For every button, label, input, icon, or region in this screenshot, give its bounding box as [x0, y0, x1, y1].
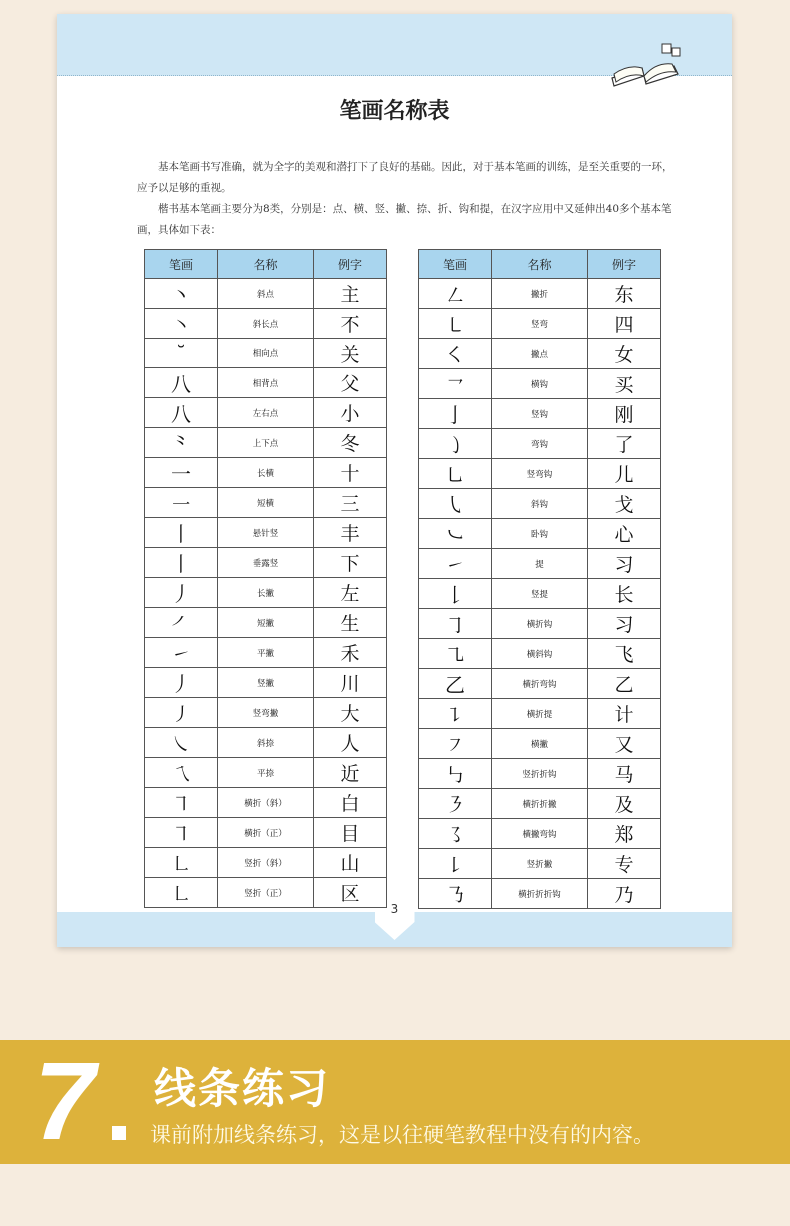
table-row	[419, 849, 661, 879]
name-cell: 短撇	[218, 608, 314, 638]
table-row	[145, 758, 387, 788]
stroke-cell: ㇗	[145, 848, 218, 878]
name-cell: 长撇	[218, 578, 314, 608]
table-row	[419, 399, 661, 429]
name-cell: 横斜钩	[492, 639, 588, 669]
example-char-cell: 乙	[588, 669, 661, 699]
section-dot	[112, 1126, 126, 1140]
name-cell: 长横	[218, 458, 314, 488]
stroke-cell: ㇔	[145, 309, 218, 339]
table-row	[145, 339, 387, 368]
table-row	[145, 818, 387, 848]
column-header-name: 名称	[218, 250, 314, 279]
column-header-stroke: 笔画	[419, 250, 492, 279]
example-char-cell: 买	[588, 369, 661, 399]
stroke-cell: 八	[145, 398, 218, 428]
table-row	[419, 759, 661, 789]
table-row	[419, 819, 661, 849]
example-char-cell: 大	[314, 698, 387, 728]
stroke-cell: ㇌	[419, 819, 492, 849]
table-row	[145, 698, 387, 728]
example-char-cell: 了	[588, 429, 661, 459]
table-row	[419, 639, 661, 669]
name-cell: 斜捺	[218, 728, 314, 758]
stroke-cell: ㇃	[419, 519, 492, 549]
section-banner	[0, 1040, 790, 1164]
example-char-cell: 主	[314, 279, 387, 309]
stroke-cell: ㇆	[419, 609, 492, 639]
table-row	[419, 609, 661, 639]
name-cell: 上下点	[218, 428, 314, 458]
example-char-cell: 及	[588, 789, 661, 819]
name-cell: 竖弯撇	[218, 698, 314, 728]
name-cell: 横折弯钩	[492, 669, 588, 699]
table-row	[145, 728, 387, 758]
stroke-cell: 八	[145, 368, 218, 398]
name-cell: 横折（斜）	[218, 788, 314, 818]
name-cell: 悬针竖	[218, 518, 314, 548]
table-row	[145, 638, 387, 668]
section-subtitle: 课前附加线条练习，这是以往硬笔教程中没有的内容。	[150, 1123, 654, 1147]
stroke-cell: ㇟	[419, 459, 492, 489]
stroke-cell: 丿	[145, 668, 218, 698]
name-cell: 横折折折钩	[492, 879, 588, 909]
table-row	[145, 428, 387, 458]
example-char-cell: 习	[588, 609, 661, 639]
example-char-cell: 川	[314, 668, 387, 698]
name-cell: 横钩	[492, 369, 588, 399]
stroke-cell: 一	[145, 458, 218, 488]
table-row	[419, 579, 661, 609]
name-cell: 竖折撇	[492, 849, 588, 879]
page-title: 笔画名称表	[339, 99, 450, 124]
stroke-cell: ㇕	[145, 788, 218, 818]
example-char-cell: 父	[314, 368, 387, 398]
stroke-cell: 乙	[419, 669, 492, 699]
table-row	[145, 608, 387, 638]
column-header-example: 例字	[314, 250, 387, 279]
example-char-cell: 下	[314, 548, 387, 578]
example-char-cell: 飞	[588, 639, 661, 669]
table-row	[419, 489, 661, 519]
stroke-cell: ㇜	[419, 279, 492, 309]
stroke-cell: ㇐	[145, 488, 218, 518]
column-header-name: 名称	[492, 250, 588, 279]
table-row	[419, 789, 661, 819]
name-cell: 提	[492, 549, 588, 579]
example-char-cell: 左	[314, 578, 387, 608]
example-char-cell: 戈	[588, 489, 661, 519]
column-header-example: 例字	[588, 250, 661, 279]
stroke-cell: ㇈	[419, 639, 492, 669]
example-char-cell: 山	[314, 848, 387, 878]
name-cell: 横撇弯钩	[492, 819, 588, 849]
table-row	[419, 699, 661, 729]
name-cell: 竖提	[492, 579, 588, 609]
stroke-cell: ㇂	[419, 489, 492, 519]
stroke-cell: ㇊	[419, 699, 492, 729]
name-cell: 横折（正）	[218, 818, 314, 848]
name-cell: 斜钩	[492, 489, 588, 519]
stroke-cell: ㇖	[419, 369, 492, 399]
stroke-cell: 丶	[145, 279, 218, 309]
name-cell: 弯钩	[492, 429, 588, 459]
stroke-cell: ㇄	[419, 309, 492, 339]
stroke-cell: ㇀	[145, 638, 218, 668]
name-cell: 斜点	[218, 279, 314, 309]
stroke-cell: ㇗	[145, 878, 218, 908]
example-char-cell: 又	[588, 729, 661, 759]
stroke-cell: ㇕	[145, 818, 218, 848]
table-row	[145, 788, 387, 818]
table-row	[145, 458, 387, 488]
page-number: 3	[390, 902, 399, 916]
table-row	[145, 518, 387, 548]
stroke-cell: ㇝	[145, 758, 218, 788]
table-row	[419, 279, 661, 309]
example-char-cell: 郑	[588, 819, 661, 849]
intro-paragraph: 基本笔画书写准确，就为全字的美观和潜打下了良好的基础。因此，对于基本笔画的训练，是至关重要的一环，应予以足够的重视。	[137, 161, 673, 194]
name-cell: 横折钩	[492, 609, 588, 639]
section-number: 7	[34, 1040, 96, 1163]
example-char-cell: 人	[314, 728, 387, 758]
stroke-cell: ⺀	[145, 428, 218, 458]
example-char-cell: 四	[588, 309, 661, 339]
section-title: 线条练习	[154, 1064, 331, 1113]
example-char-cell: 区	[314, 878, 387, 908]
intro-text	[137, 157, 682, 241]
table-row	[145, 488, 387, 518]
name-cell: 短横	[218, 488, 314, 518]
table-row	[145, 578, 387, 608]
name-cell: 竖折（正）	[218, 878, 314, 908]
stroke-cell: ㇙	[419, 849, 492, 879]
name-cell: 平捺	[218, 758, 314, 788]
example-char-cell: 刚	[588, 399, 661, 429]
stroke-cell: ㇀	[419, 549, 492, 579]
stroke-cell: ㇋	[419, 789, 492, 819]
table-row	[145, 279, 387, 309]
name-cell: 撇点	[492, 339, 588, 369]
name-cell: 竖钩	[492, 399, 588, 429]
name-cell: 平撇	[218, 638, 314, 668]
example-char-cell: 禾	[314, 638, 387, 668]
example-char-cell: 关	[314, 339, 387, 368]
example-char-cell: 东	[588, 279, 661, 309]
document-page	[57, 14, 732, 947]
name-cell: 竖折（斜）	[218, 848, 314, 878]
example-char-cell: 目	[314, 818, 387, 848]
example-char-cell: 心	[588, 519, 661, 549]
example-char-cell: 冬	[314, 428, 387, 458]
name-cell: 相背点	[218, 368, 314, 398]
name-cell: 竖弯钩	[492, 459, 588, 489]
table-body	[145, 279, 387, 908]
table-row	[145, 309, 387, 339]
table-row	[145, 398, 387, 428]
name-cell: 垂露竖	[218, 548, 314, 578]
stroke-cell: ㇏	[145, 728, 218, 758]
example-char-cell: 近	[314, 758, 387, 788]
example-char-cell: 乃	[588, 879, 661, 909]
example-char-cell: 马	[588, 759, 661, 789]
example-char-cell: 三	[314, 488, 387, 518]
table-row	[145, 848, 387, 878]
table-row	[419, 519, 661, 549]
example-char-cell: 小	[314, 398, 387, 428]
table-row	[419, 369, 661, 399]
table-body	[419, 279, 661, 909]
example-char-cell: 生	[314, 608, 387, 638]
name-cell: 竖折折钩	[492, 759, 588, 789]
table-header-row	[145, 250, 387, 279]
stroke-cell: ㇡	[419, 879, 492, 909]
column-header-stroke: 笔画	[145, 250, 218, 279]
example-char-cell: 十	[314, 458, 387, 488]
table-row	[145, 548, 387, 578]
name-cell: 卧钩	[492, 519, 588, 549]
name-cell: 横折折撇	[492, 789, 588, 819]
table-row	[419, 339, 661, 369]
stroke-cell: 𠄌	[419, 579, 492, 609]
example-char-cell: 长	[588, 579, 661, 609]
table-row	[419, 459, 661, 489]
name-cell: 左右点	[218, 398, 314, 428]
stroke-cell: 丨	[145, 518, 218, 548]
example-char-cell: 计	[588, 699, 661, 729]
page-header-band	[57, 14, 732, 76]
stroke-table-left	[144, 249, 387, 908]
table-row	[419, 429, 661, 459]
intro-paragraph: 楷书基本笔画主要分为8类，分别是：点、横、竖、撇、捺、折、钩和提，在汉字应用中又延伸出40多个基本笔画，具体如下表：	[137, 203, 672, 236]
name-cell: 横折提	[492, 699, 588, 729]
stroke-table-right	[418, 249, 661, 909]
stroke-cell: 亅	[419, 399, 492, 429]
stroke-cell: ˘	[145, 339, 218, 368]
stroke-cell: 丨	[145, 548, 218, 578]
example-char-cell: 白	[314, 788, 387, 818]
name-cell: 斜长点	[218, 309, 314, 339]
table-row	[419, 549, 661, 579]
example-char-cell: 女	[588, 339, 661, 369]
stroke-cell: ㇁	[419, 429, 492, 459]
open-book-icon	[604, 38, 684, 88]
name-cell: 相向点	[218, 339, 314, 368]
example-char-cell: 儿	[588, 459, 661, 489]
stroke-cell: ㇉	[419, 759, 492, 789]
table-row	[145, 368, 387, 398]
name-cell: 撇折	[492, 279, 588, 309]
stroke-cell: 丿	[145, 578, 218, 608]
page-footer-band	[57, 912, 732, 947]
example-char-cell: 专	[588, 849, 661, 879]
name-cell: 竖弯	[492, 309, 588, 339]
stroke-cell: ㇒	[145, 608, 218, 638]
table-row	[419, 729, 661, 759]
table-header-row	[419, 250, 661, 279]
table-row	[419, 669, 661, 699]
name-cell: 横撇	[492, 729, 588, 759]
table-row	[419, 309, 661, 339]
example-char-cell: 丰	[314, 518, 387, 548]
name-cell: 竖撇	[218, 668, 314, 698]
stroke-cell: ㇇	[419, 729, 492, 759]
example-char-cell: 习	[588, 549, 661, 579]
stroke-cell: ㇛	[419, 339, 492, 369]
stroke-cell: ㇓	[145, 698, 218, 728]
table-row	[145, 668, 387, 698]
example-char-cell: 不	[314, 309, 387, 339]
